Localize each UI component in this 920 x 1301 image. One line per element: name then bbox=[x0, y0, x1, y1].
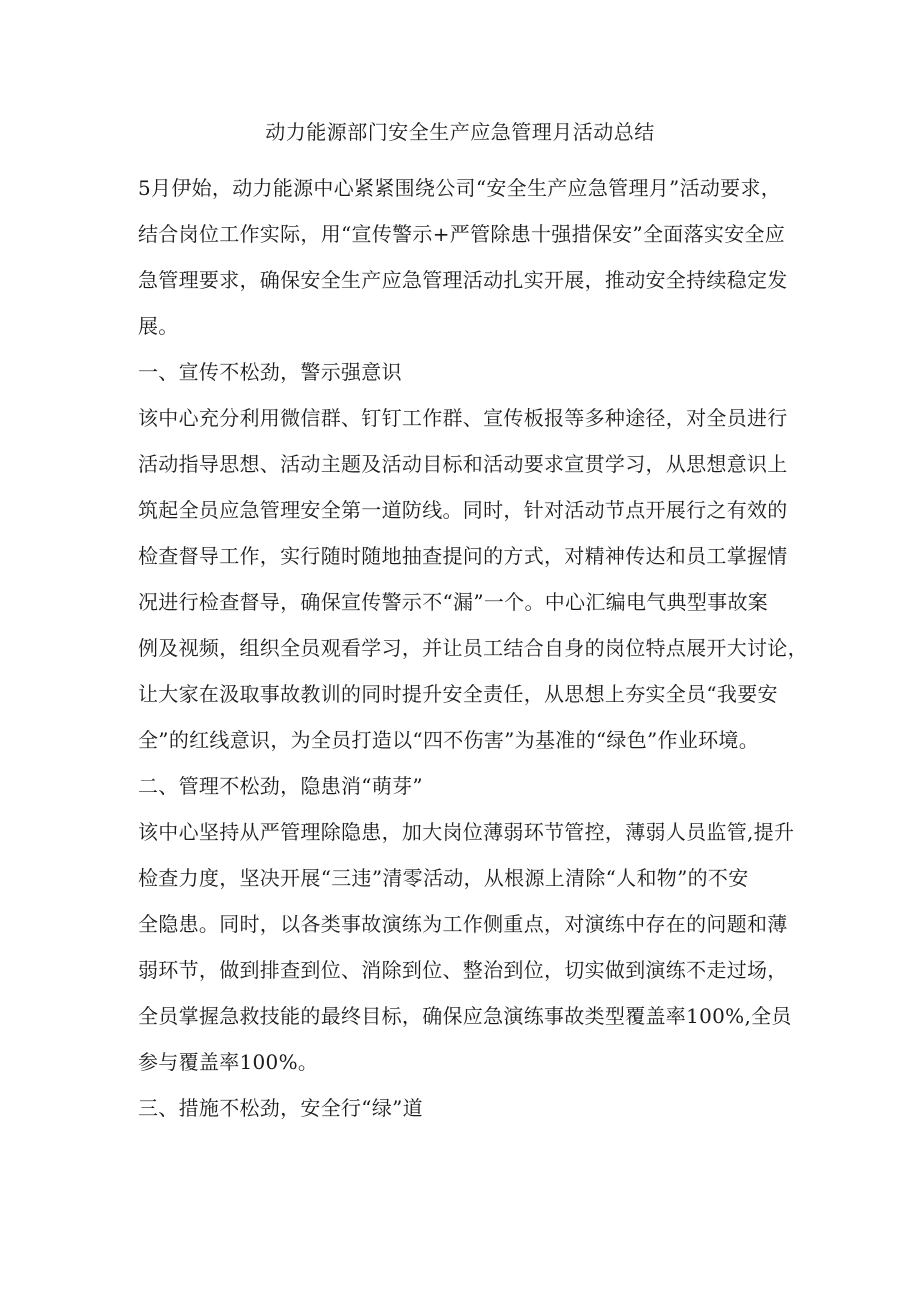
text-line: 让大家在汲取事故教训的同时提升安全责任，从思想上夯实全员“我要安 bbox=[138, 682, 778, 706]
text-line: 活动指导思想、活动主题及活动目标和活动要求宣贯学习，从思想意识上 bbox=[138, 452, 788, 476]
section-heading: 一、宣传不松劲，警示强意识 bbox=[138, 360, 402, 384]
text-line: 筑起全员应急管理安全第一道防线。同时，针对活动节点开展行之有效的 bbox=[138, 498, 788, 522]
text-line: 参与覆盖率100%。 bbox=[138, 1050, 319, 1074]
text-line: 5月伊始，动力能源中心紧紧围绕公司“安全生产应急管理月”活动要求， bbox=[138, 176, 782, 200]
document-title: 动力能源部门安全生产应急管理月活动总结 bbox=[265, 120, 655, 144]
text-line: 弱环节，做到排查到位、消除到位、整治到位，切实做到演练不走过场， bbox=[138, 958, 788, 982]
text-line: 该中心坚持从严管理除隐患，加大岗位薄弱环节管控，薄弱人员监管,提升 bbox=[138, 820, 795, 844]
text-line: 况进行检查督导，确保宣传警示不“漏”一个。中心汇编电气典型事故案 bbox=[138, 590, 769, 614]
document-body bbox=[138, 165, 808, 1131]
section-heading: 二、管理不松劲，隐患消“萌芽” bbox=[138, 774, 423, 798]
text-line: 急管理要求，确保安全生产应急管理活动扎实开展，推动安全持续稳定发 bbox=[138, 268, 788, 292]
text-line: 展。 bbox=[138, 314, 179, 338]
text-line: 检查督导工作，实行随时随地抽查提问的方式，对精神传达和员工掌握情 bbox=[138, 544, 788, 568]
section-heading: 三、措施不松劲，安全行“绿”道 bbox=[138, 1096, 423, 1120]
text-line: 全员掌握急救技能的最终目标，确保应急演练事故类型覆盖率100%,全员 bbox=[138, 1004, 792, 1028]
text-line: 全隐患。同时，以各类事故演练为工作侧重点，对演练中存在的问题和薄 bbox=[138, 912, 788, 936]
text-line: 全”的红线意识，为全员打造以“四不伤害”为基准的“绿色”作业环境。 bbox=[138, 728, 760, 752]
text-line: 检查力度，坚决开展“三违”清零活动，从根源上清除“人和物”的不安 bbox=[138, 866, 749, 890]
text-line: 该中心充分利用微信群、钉钉工作群、宣传板报等多种途径，对全员进行 bbox=[138, 406, 788, 430]
text-line: 例及视频，组织全员观看学习，并让员工结合自身的岗位特点展开大讨论， bbox=[138, 636, 808, 660]
text-line: 结合岗位工作实际，用“宣传警示+严管除患十强措保安”全面落实安全应 bbox=[138, 222, 786, 246]
